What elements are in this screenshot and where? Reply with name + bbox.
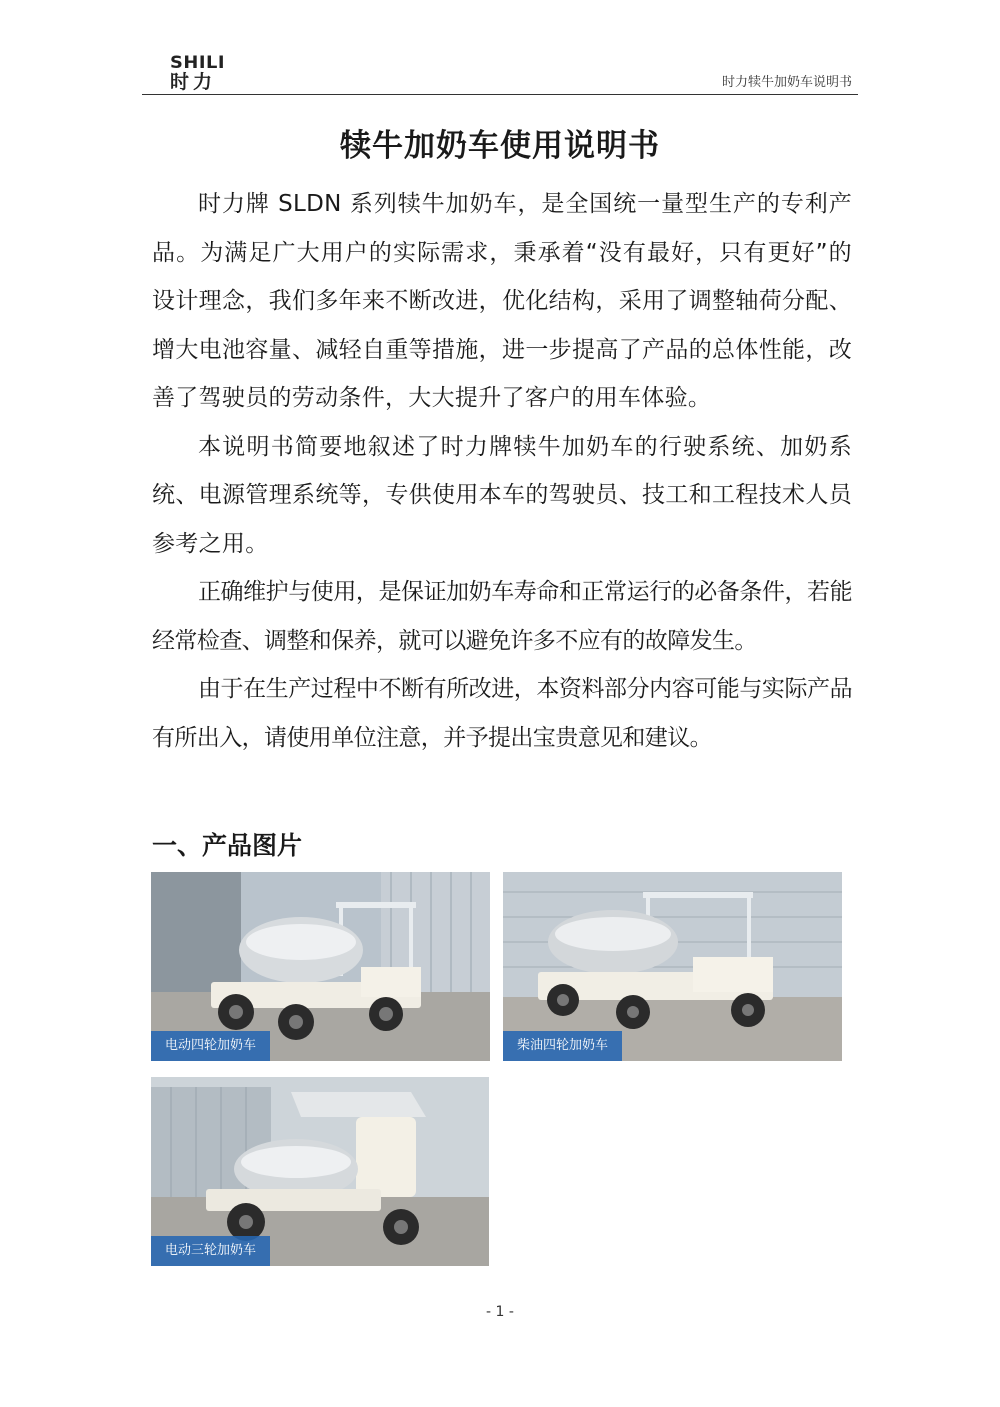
paragraph-3: 正确维护与使用，是保证加奶车寿命和正常运行的必备条件，若能经常检查、调整和保养，就可以避免许多不应有的故障发生。 [152,579,852,654]
paragraph-4: 由于在生产过程中不断有所改进，本资料部分内容可能与实际产品有所出入，请使用单位注意，并予提出宝贵意见和建议。 [152,676,852,751]
photo-diesel-four-wheel [503,872,842,1061]
paragraph-1: 时力牌 SLDN 系列犊牛加奶车，是全国统一量型生产的专利产品。为满足广大用户的实际需求，秉承着“没有最好，只有更好”的设计理念，我们多年来不断改进，优化结构，采用了调整轴荷分配、增大电池容量、减轻自重等措施，进一步提高了产品的总体性能，改善了驾驶员的劳动条件，大大提升了客户的用车体验。 [152,191,852,411]
section-heading-product-images: 一、产品图片 [152,831,303,860]
intro-text [152,180,852,762]
page-header [142,50,858,95]
photo-caption: 电动四轮加奶车 [151,1031,270,1061]
logo-text-en: SHILI [170,53,226,73]
photo-electric-three-wheel [151,1077,489,1266]
document-title: 犊牛加奶车使用说明书 [340,128,660,164]
shili-logo [170,54,234,92]
page-number: - 1 - [486,1304,514,1320]
logo-text-cn: 时力 [170,71,217,93]
header-document-name: 时力犊牛加奶车说明书 [721,75,852,90]
photo-electric-four-wheel [151,872,490,1061]
photo-caption: 柴油四轮加奶车 [503,1031,622,1061]
paragraph-2: 本说明书简要地叙述了时力牌犊牛加奶车的行驶系统、加奶系统、电源管理系统等，专供使用本车的驾驶员、技工和工程技术人员参考之用。 [152,433,852,557]
photo-caption: 电动三轮加奶车 [151,1236,270,1266]
